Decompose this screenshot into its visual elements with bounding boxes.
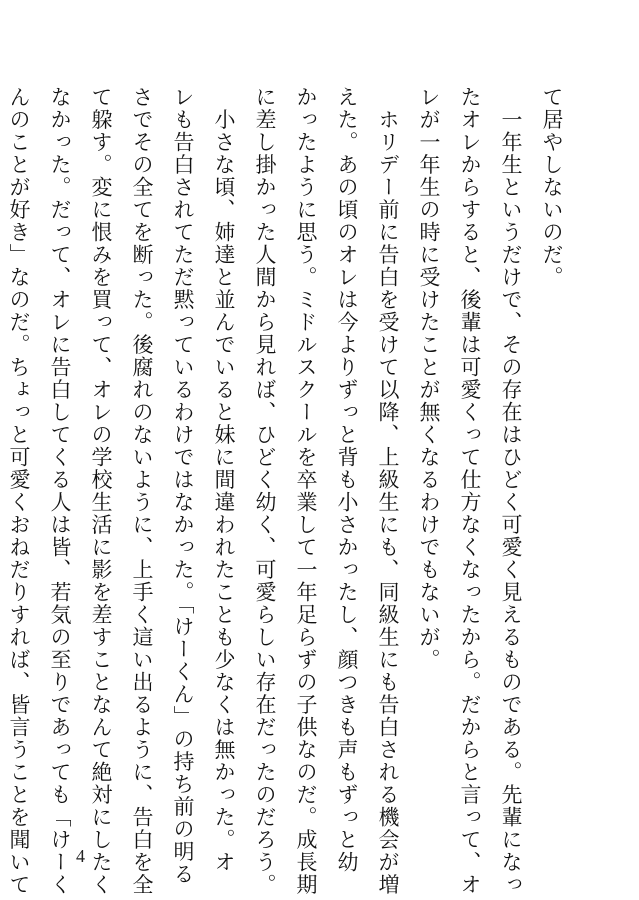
text-line: んのことが好き」なのだ。ちょっと可愛くおねだりすれば、皆言うことを聞いて xyxy=(7,86,31,896)
text-line: 小さな頃、姉達と並んでいると妹に間違われたことも少なくは無かった。オ xyxy=(212,86,236,874)
text-line: 一年生というだけで、その存在はひどく可愛く見えるものである。先輩になっ xyxy=(499,86,523,896)
text-line: たオレからすると、後輩は可愛くって仕方なくなったから。だからと言って、オ xyxy=(458,86,482,896)
text-line: に差し掛かった人間から見れば、ひどく幼く、可愛らしい存在だったのだろう。 xyxy=(253,86,277,896)
text-line: て躱す。変に恨みを買って、オレの学校生活に影を差すことなんて絶対にしたく xyxy=(89,86,113,896)
text-line: さでその全てを断った。後腐れのないように、上手く這い出るように、告白を全 xyxy=(130,86,154,896)
text-line: かったように思う。ミドルスクールを卒業して一年足らずの子供なのだ。成長期 xyxy=(294,86,318,896)
text-line: て居やしないのだ。 xyxy=(540,86,564,289)
page-number: 4 xyxy=(76,846,85,866)
text-line: ホリデー前に告白を受けて以降、上級生にも、同級生にも告白される機会が増 xyxy=(376,86,400,896)
vertical-text-body xyxy=(7,86,572,896)
text-line: レも告白されてただ黙っているわけではなかった。「けーくん」の持ち前の明る xyxy=(171,86,195,886)
text-line: レが一年生の時に受けたことが無くなるわけでもないが。 xyxy=(417,86,441,671)
text-line: えた。あの頃のオレは今よりずっと背も小さかったし、顔つきも声もずっと幼 xyxy=(335,86,359,874)
text-line: なかった。だって、オレに告白してくる人は皆、若気の至りであっても「けーく xyxy=(48,86,72,896)
